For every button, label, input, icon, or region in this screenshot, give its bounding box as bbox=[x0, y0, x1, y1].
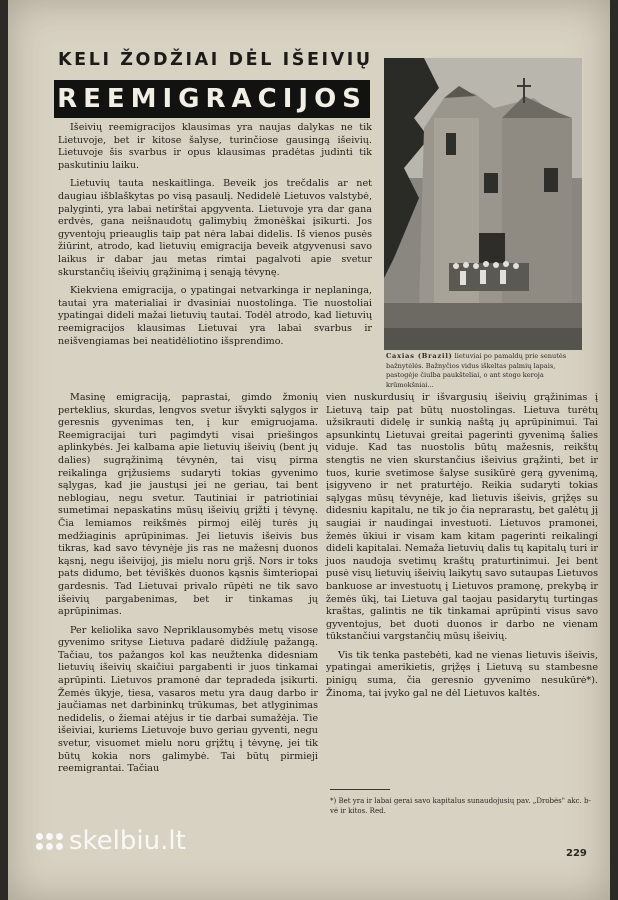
article-title-line2: REEMIGRACIJOS bbox=[54, 80, 370, 118]
paragraph: Kiekviena emigracija, o ypatingai netvarkinga ir neplaninga, tautai yra materialiai ir dvasiniai nuostolinga. Tie nuostoliai ypatingai dideli mažai lietuvių tautai. Todėl atrodo, kad lietuvių reemigracijos klausimas Lietuvai yra labai svarbus ir neišvengiamas bei neatidėliotino išsprendimo. bbox=[58, 285, 372, 347]
page-number: 229 bbox=[566, 848, 587, 859]
paragraph: Per keliolika savo Nepriklausomybės metų visose gyvenimo srityse Lietuva padarė didžiulę pažangą. Tačiau, tos pažangos kol kas neužtenka didesniam lietuvių išeivių skaičiui pargabenti ir juos tinkamai aprūpinti. Lietuvos pramonė dar tepradeda įsikurti. Žemės ūkyje, tiesa, vasaros metu yra daug darbo ir jaučiamas net darbininkų trūkumas, bet atlyginimas nedidelis, o žiemai atėjus ir tie darbai sumažėja. Tie išeiviai, kuriems Lietuvoje buvo geriau gyventi, negu svetur, visuomet mielu noru grįžtų į tėvynę, jei tik būtų kokia nors galimybė. Tai būtų pirmieji reemigrantai. Tačiau bbox=[58, 624, 318, 775]
column-left-bottom bbox=[58, 392, 318, 782]
paragraph: Lietuvių tauta neskaitlinga. Beveik jos trečdalis ar net daugiau išblaškytas po visą pasaulį. Nedidelė Lietuvos valstybė, palyginti, yra labai netirštai apgyventa. Lietuvoje yra dar gana erdvės, gana neišnaudotų galimybių žmonėškai įsikurti. Jos gyventojų prieauglis taip pat nėra labai didelis. Iš vienos pusės žiūrint, atrodo, kad lietuvių emigracija beveik atgyvenusi savo laikus ir dabar jau metas rimtai pagalvoti apie svetur skurstančių išeivių grąžinimą į senąją tėvynę. bbox=[58, 178, 372, 278]
magazine-page bbox=[8, 0, 610, 900]
footnote: *) Bet yra ir labai gerai savo kapitalus sunaudojusių pav. „Drobės" akc. b-vė ir kitos. Red. bbox=[330, 797, 591, 815]
logo-dots-icon bbox=[36, 833, 63, 850]
watermark-text: skelbiu.lt bbox=[69, 826, 186, 856]
paragraph: vien nuskurdusių ir išvargusių išeivių grąžinimas į Lietuvą taip pat būtų nuostolingas. Lietuva turėtų užsikrauti didelę ir sunkią naštą jų aprūpinimui. Tai apsunkintų Lietuvai greitai pagerinti gyvenimą šalies viduje. Kad tas nuostolis būtų mažesnis, reikštų stengtis ne vien skurstančius išeivius grąžinti, bet ir tuos, kurie svetimose šalyse susikūrė gerą gyvenimą, įsigyveno ir net praturtėjo. Reikia sudaryti tokias sąlygas mūsų tėvynėje, kad lietuvis išeivis, grįžęs su didesniu kapitalu, ne tik jo čia neprarastų, bet galėtų jį saugiai ir naudingai investuoti. Lietuvos pramonei, žemės ūkiui ir visam kam kitam pagerinti reikalingi dideli kapitalai. Nemaža lietuvių dalis tų kapitalų turi ir juos naudoja svetimų kraštų praturtinimui. Jei bent pusė visų lietuvių išeivių laikytų savo sutaupas Lietuvos bankuose ar investuotų į Lietuvos pramonę, prekybą ir žemės ūkį, tai Lietuva gal taojau pasidarytų turtingas kraštas, galintis ne tik tinkamai aprūpinti visus savo gyventojus, bet duoti duonos ir darbo ne vienam tūkstančiui vargstančių mūsų išeivių. bbox=[326, 392, 598, 643]
caption-text: lietuviai po pamaldų prie senutės bažnytėlės. Bažnyčios vidus iškeltas palmių lapais, pastogėje čiulba paukšteliai, o ant stogo keroja krūmokšniai... bbox=[386, 352, 567, 389]
watermark bbox=[36, 826, 186, 856]
paragraph: Masinę emigraciją, paprastai, gimdo žmonių perteklius, skurdas, lengvos svetur išvykti sąlygos ir geresnis gyvenimas ten, į kur emigruojama. Reemigracijai turi pagimdyti visai priešingos aplinkybės. Jei kalbama apie lietuvių išeivių (bent jų dalies) sugrąžinimą tėvynėn, tai visų pirma reikalinga grįžusiems sudaryti tokias gyvenimo sąlygas, kad jie jaustųsi jei ne geriau, tai bent neblogiau, negu svetur. Tautiniai ir patriotiniai sumetimai nepaskatins mūsų išeivių grįžti į tėvynę. Čia lemiamos reikšmės pirmoj eilėj turės jų medžiaginis aprūpinimas. Jei lietuvis išeivis bus tikras, kad savo tėvynėje jis ras ne mažesnį duonos kąsnį, negu išeivijoj, jis mielu noru grįš. Nors ir toks pats didumo, bet tėviškės duonos kąsnis šimteriopai gardesnis. Tad Lietuvai privalo rūpėti ne tik savo išeivių pargabenimas, bet ir tinkamas jų aprūpinimas. bbox=[58, 392, 318, 618]
footnote-divider bbox=[330, 789, 390, 790]
column-right bbox=[326, 392, 598, 706]
article-title-line1: KELI ŽODŽIAI DĖL IŠEIVIŲ bbox=[58, 50, 373, 70]
paragraph: Vis tik tenka pastebėti, kad ne vienas lietuvis išeivis, ypatingai amerikietis, grįžęs į Lietuvą su stambesne pinigų suma, čia geresnio gyvenimo nesukūrė*). Žinoma, tai įvyko gal ne dėl Lietuvos kaltės. bbox=[326, 649, 598, 699]
church-photo bbox=[384, 58, 582, 350]
photo-caption bbox=[386, 352, 582, 390]
caption-place: Caxias (Brazil) bbox=[386, 352, 453, 360]
paragraph: Išeivių reemigracijos klausimas yra naujas dalykas ne tik Lietuvoje, bet ir kitose šalyse, turinčiose gausingą išeivių. Lietuvoje šis svarbus ir opus klausimas pradėtas judinti tik paskutiniu laiku. bbox=[58, 122, 372, 171]
column-left-top bbox=[58, 122, 372, 354]
